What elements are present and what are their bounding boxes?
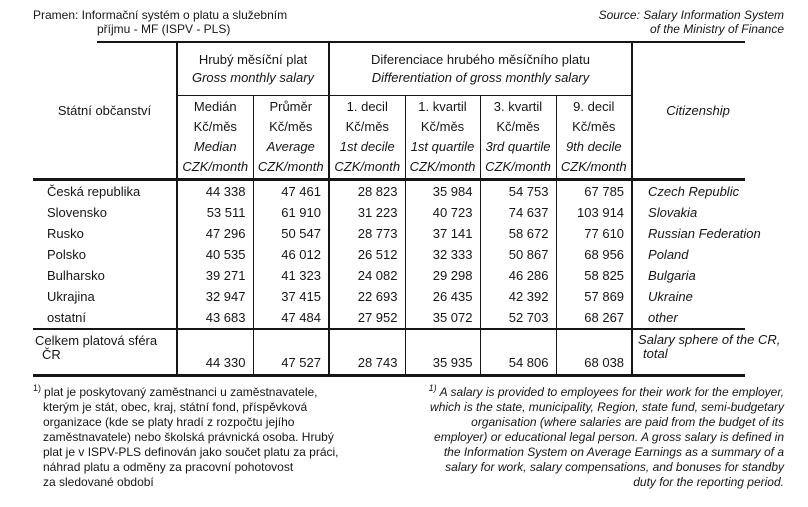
total-label-cs (33, 329, 177, 376)
source-note-english (599, 8, 784, 36)
value-median: 47 296 (177, 223, 253, 244)
col5-unit-cs: Kč/měs (572, 119, 616, 134)
salary-by-citizenship-table (33, 41, 781, 377)
value-1st-decile: 24 082 (329, 265, 405, 286)
footnote-english-line: which is the state, municipality, Region, state fund, semi-budgetary (430, 400, 784, 414)
value-1st-quartile: 26 435 (405, 286, 480, 307)
value-9th-decile: 57 869 (556, 286, 632, 307)
source-english-line2: of the Ministry of Finance (649, 22, 784, 36)
value-3rd-quartile: 46 286 (480, 265, 556, 286)
value-average: 41 323 (253, 265, 329, 286)
table-row-bulgaria (33, 265, 745, 286)
value-1st-quartile: 35 072 (405, 307, 480, 329)
table-row-other (33, 307, 745, 329)
group2-czech: Diferenciace hrubého měsíčního platu (371, 52, 590, 67)
col1-name-cs: Průměr (269, 99, 313, 114)
value-average: 61 910 (253, 202, 329, 223)
value-median: 32 947 (177, 286, 253, 307)
total-label-en-line1: Salary sphere of the CR, (638, 332, 781, 347)
row-header-czech: Státní občanství (33, 42, 177, 180)
row-label-en: Poland (648, 247, 689, 262)
value-average: 47 484 (253, 307, 329, 329)
col1-unit-en: CZK/month (257, 159, 324, 174)
row-label-en: Slovakia (648, 205, 698, 220)
value-1st-decile: 26 512 (329, 244, 405, 265)
row-label-cs: Polsko (33, 244, 177, 265)
col0-unit-cs: Kč/měs (193, 119, 237, 134)
value-9th-decile: 58 825 (556, 265, 632, 286)
value-1st-quartile: 29 298 (405, 265, 480, 286)
table-row-slovakia (33, 202, 745, 223)
value-3rd-quartile: 74 637 (480, 202, 556, 223)
value-average: 37 415 (253, 286, 329, 307)
footnote-czech-line: $^{1)}$ plat je poskytovaný zaměstnanci u zaměstnavatele, (33, 383, 318, 399)
row-label-cs: ostatní (33, 307, 177, 329)
value-1st-quartile: 40 723 (405, 202, 480, 223)
footnote-english-line: salary for work, salary compensations, and bonuses for standby (445, 460, 784, 474)
footnote-english (364, 381, 784, 490)
source-note-czech (33, 8, 287, 36)
total-value-1st-decile: 28 743 (329, 329, 405, 376)
value-1st-quartile: 32 333 (405, 244, 480, 265)
total-label-cs-line2: ČR (42, 347, 61, 362)
row-label-cs: Ukrajina (33, 286, 177, 307)
value-1st-decile: 28 773 (329, 223, 405, 244)
source-english-line1: Source: Salary Information System (598, 8, 784, 22)
value-average: 50 547 (253, 223, 329, 244)
value-median: 39 271 (177, 265, 253, 286)
col2-name-en: 1st decile (339, 139, 395, 154)
footnote-czech-line: plat je v ISPV-PLS definován jako součet platu za práci, (43, 445, 339, 459)
value-median: 40 535 (177, 244, 253, 265)
footnote-marker: 1) (428, 383, 437, 393)
value-3rd-quartile: 52 703 (480, 307, 556, 329)
row-label-en: other (648, 310, 678, 325)
table-row-ukraine (33, 286, 745, 307)
row-label-en: Bulgaria (648, 268, 696, 283)
value-3rd-quartile: 42 392 (480, 286, 556, 307)
value-1st-decile: 28 823 (329, 180, 405, 203)
col2-unit-cs: Kč/měs (345, 119, 389, 134)
value-3rd-quartile: 54 753 (480, 180, 556, 203)
col1-unit-cs: Kč/měs (269, 119, 313, 134)
salary-table-wrapper (33, 41, 781, 377)
col5-name-cs: 9. decil (573, 99, 615, 114)
value-median: 44 338 (177, 180, 253, 203)
footnote-english-line: the Information System on Average Earnings as a summary of a (443, 445, 784, 459)
source-czech-line1: Pramen: Informační systém o platu a služebním (33, 8, 288, 22)
col4-name-en: 3rd quartile (485, 139, 551, 154)
col4-unit-en: CZK/month (485, 159, 551, 174)
value-median: 53 511 (177, 202, 253, 223)
col2-name-cs: 1. decil (346, 99, 388, 114)
source-czech-line2: příjmu - MF (ISPV - PLS) (97, 22, 231, 36)
value-1st-quartile: 37 141 (405, 223, 480, 244)
table-row-total (33, 329, 745, 376)
col1-name-en: Average (266, 139, 315, 154)
total-label-en (632, 329, 781, 376)
table-row-czech-republic (33, 180, 745, 203)
col-header-9th-decile (556, 96, 632, 180)
footnote-english-line: employer) or educational legal person. A gross salary is defined in (434, 430, 784, 444)
group1-english: Gross monthly salary (191, 70, 315, 85)
total-value-1st-quartile: 35 935 (405, 329, 480, 376)
col0-unit-en: CZK/month (182, 159, 249, 174)
col3-unit-cs: Kč/měs (420, 119, 465, 134)
group-header-differentiation (329, 42, 632, 96)
value-1st-decile: 22 693 (329, 286, 405, 307)
total-value-3rd-quartile: 54 806 (480, 329, 556, 376)
value-3rd-quartile: 50 867 (480, 244, 556, 265)
value-9th-decile: 67 785 (556, 180, 632, 203)
footnote-marker: 1) (33, 383, 42, 393)
group2-english: Differentiation of gross monthly salary (371, 70, 590, 85)
row-label-cs: Slovensko (33, 202, 177, 223)
footnote-english-line: $^{1)}$ A salary is provided to employees for their work for the employer, (428, 383, 784, 399)
group1-czech: Hrubý měsíční plat (198, 52, 308, 67)
col5-unit-en: CZK/month (560, 159, 627, 174)
footnote-czech-line: kterým je stát, obec, kraj, státní fond, příspěvková (43, 400, 308, 414)
col-header-average (253, 96, 329, 180)
value-3rd-quartile: 58 672 (480, 223, 556, 244)
row-label-cs: Česká republika (33, 180, 177, 203)
row-label-cs: Bulharsko (33, 265, 177, 286)
total-value-average: 47 527 (253, 329, 329, 376)
value-average: 46 012 (253, 244, 329, 265)
col3-name-en: 1st quartile (410, 139, 475, 154)
footnote-czech-line: organizace (kde se platy hradí z rozpočtu jejího (43, 415, 295, 429)
col0-name-cs: Medián (193, 99, 237, 114)
col-header-3rd-quartile (480, 96, 556, 180)
footnote-english-line: organisation (where salaries are paid from the budget of its (471, 415, 784, 429)
table-row-russia (33, 223, 745, 244)
total-value-median: 44 330 (177, 329, 253, 376)
col-header-1st-decile (329, 96, 405, 180)
col2-unit-en: CZK/month (334, 159, 401, 174)
value-median: 43 683 (177, 307, 253, 329)
row-header-english: Citizenship (632, 42, 745, 180)
total-label-cs-line1: Celkem platová sféra (35, 333, 158, 348)
value-1st-decile: 27 952 (329, 307, 405, 329)
footnote-czech-line: náhrad platu a odměny za pracovní pohotovost (43, 460, 294, 474)
header-group-row (33, 42, 745, 96)
row-label-en: Ukraine (648, 289, 693, 304)
value-1st-decile: 31 223 (329, 202, 405, 223)
col0-name-en: Median (193, 139, 237, 154)
footnote-czech (33, 381, 385, 490)
total-label-en-line2: total (643, 346, 668, 361)
total-value-9th-decile: 68 038 (556, 329, 632, 376)
table-row-poland (33, 244, 745, 265)
col3-unit-en: CZK/month (409, 159, 476, 174)
value-9th-decile: 68 956 (556, 244, 632, 265)
row-label-en: Czech Republic (648, 184, 740, 199)
value-9th-decile: 68 267 (556, 307, 632, 329)
col4-unit-cs: Kč/měs (496, 119, 540, 134)
value-9th-decile: 103 914 (556, 202, 632, 223)
col3-name-cs: 1. kvartil (418, 99, 467, 114)
col5-name-en: 9th decile (565, 139, 622, 154)
row-label-en: Russian Federation (648, 226, 761, 241)
col4-name-cs: 3. kvartil (493, 99, 543, 114)
value-9th-decile: 77 610 (556, 223, 632, 244)
row-label-cs: Rusko (33, 223, 177, 244)
group-header-gross-salary (177, 42, 329, 96)
footnote-czech-line: zaměstnavatele) nebo školská právnická osoba. Hrubý (43, 430, 334, 444)
footnote-czech-line: za sledované období (43, 475, 154, 489)
value-1st-quartile: 35 984 (405, 180, 480, 203)
col-header-1st-quartile (405, 96, 480, 180)
col-header-median (177, 96, 253, 180)
value-average: 47 461 (253, 180, 329, 203)
footnote-english-line: duty for the reporting period. (633, 475, 784, 489)
